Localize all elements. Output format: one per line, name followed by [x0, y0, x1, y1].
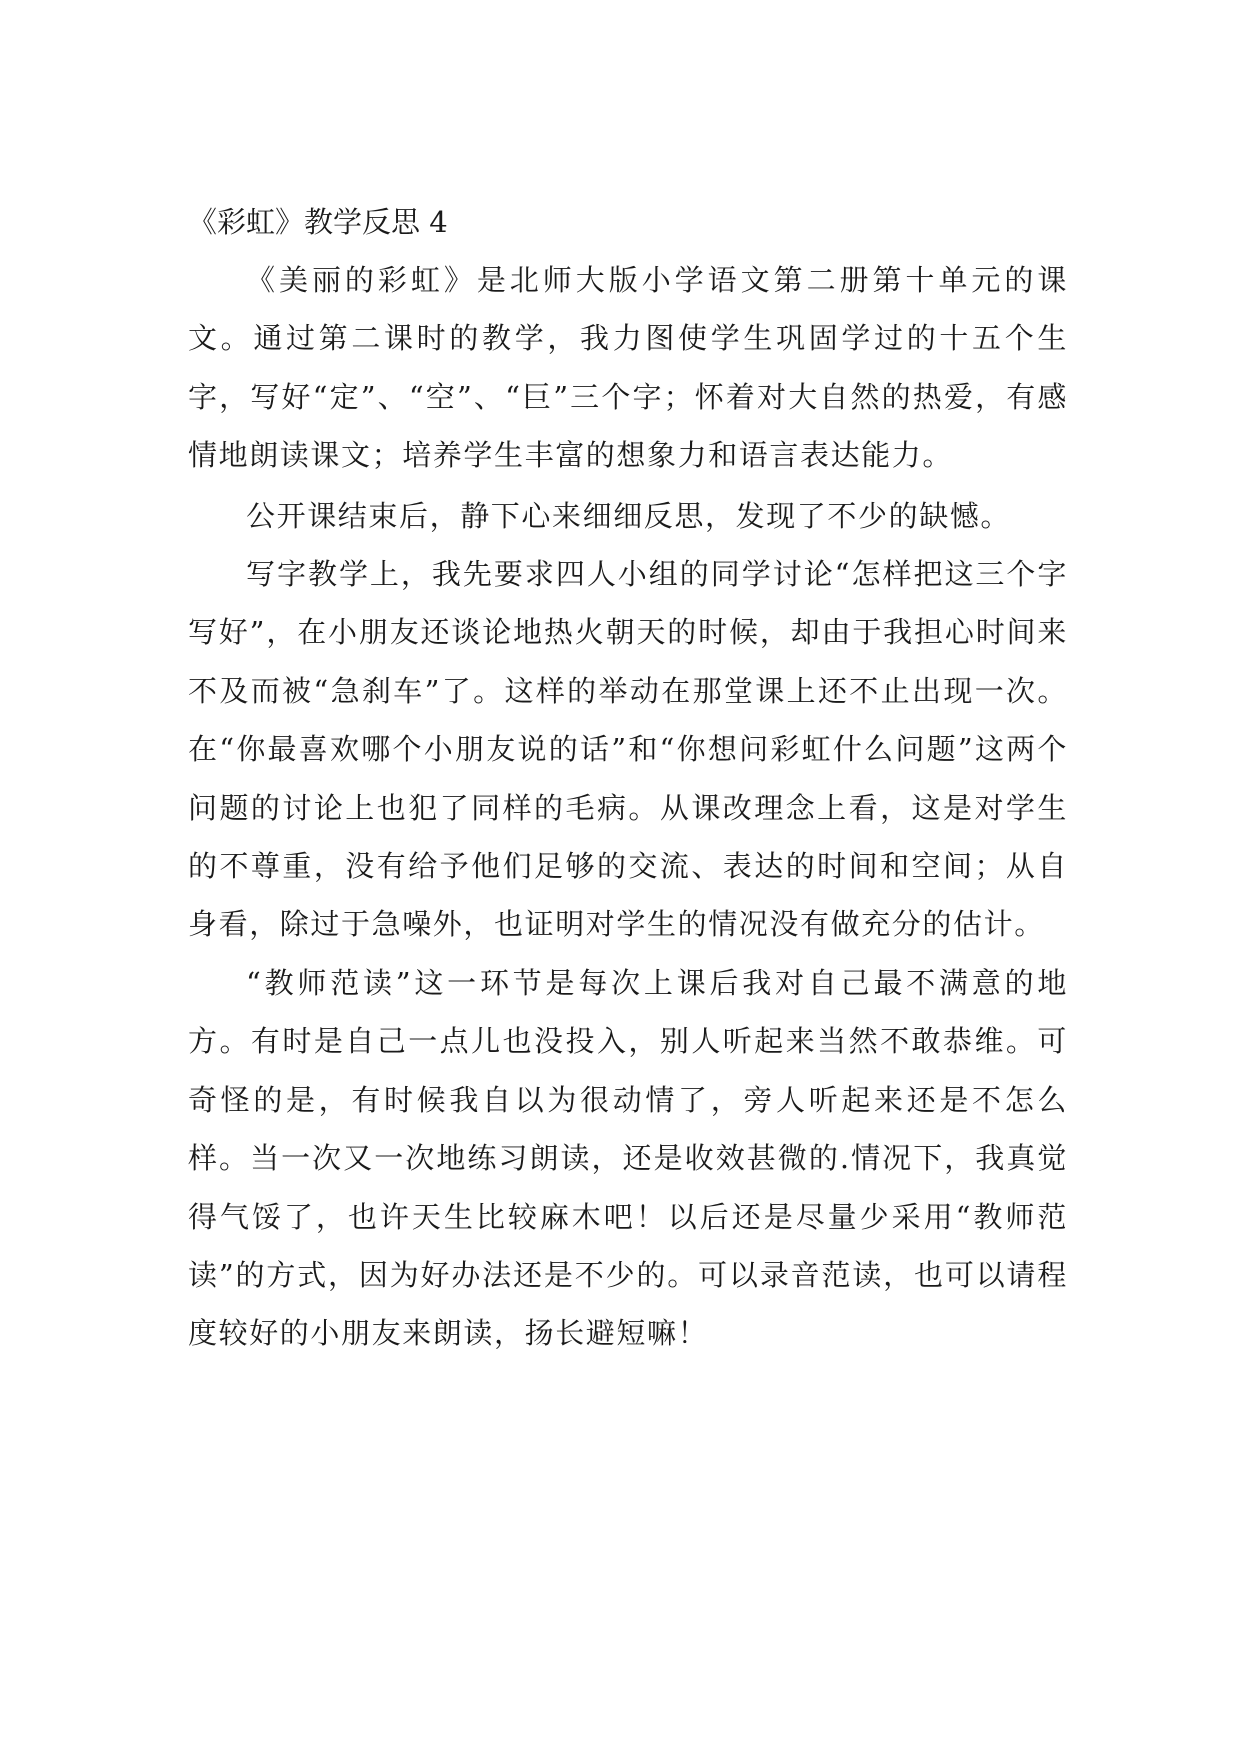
paragraph-writing-teaching: 写字教学上，我先要求四人小组的同学讨论“怎样把这三个字写好”，在小朋友还谈论地热火朝天的时候，却由于我担心时间来不及而被“急刹车”了。这样的举动在那堂课上还不止出现一次。在“你最喜欢哪个小朋友说的话”和“你想问彩虹什么问题”这两个问题的讨论上也犯了同样的毛病。从课改理念上看，这是对学生的不尊重，没有给予他们足够的交流、表达的时间和空间；从自身看，除过于急噪外，也证明对学生的情况没有做充分的估计。 [188, 557, 1068, 942]
document-title: 《彩虹》教学反思 4 [188, 205, 448, 239]
paragraph-intro: 《美丽的彩虹》是北师大版小学语文第二册第十单元的课文。通过第二课时的教学，我力图使学生巩固学过的十五个生字，写好“定”、“空”、“巨”三个字；怀着对大自然的热爱，有感情地朗读课文；培养学生丰富的想象力和语言表达能力。 [188, 263, 1068, 473]
document-body [188, 193, 1068, 1363]
paragraph-reflection-summary: 公开课结束后，静下心来细细反思，发现了不少的缺憾。 [246, 498, 1012, 533]
paragraph-model-reading: “教师范读”这一环节是每次上课后我对自己最不满意的地方。有时是自己一点儿也没投入，别人听起来当然不敢恭维。可奇怪的是，有时候我自以为很动情了，旁人听起来还是不怎么样。当一次又一次地练习朗读，还是收效甚微的.情况下，我真觉得气馁了，也许天生比较麻木吧！以后还是尽量少采用“教师范读”的方式，因为好办法还是不少的。可以录音范读，也可以请程度较好的小朋友来朗读，扬长避短嘛！ [188, 965, 1068, 1351]
